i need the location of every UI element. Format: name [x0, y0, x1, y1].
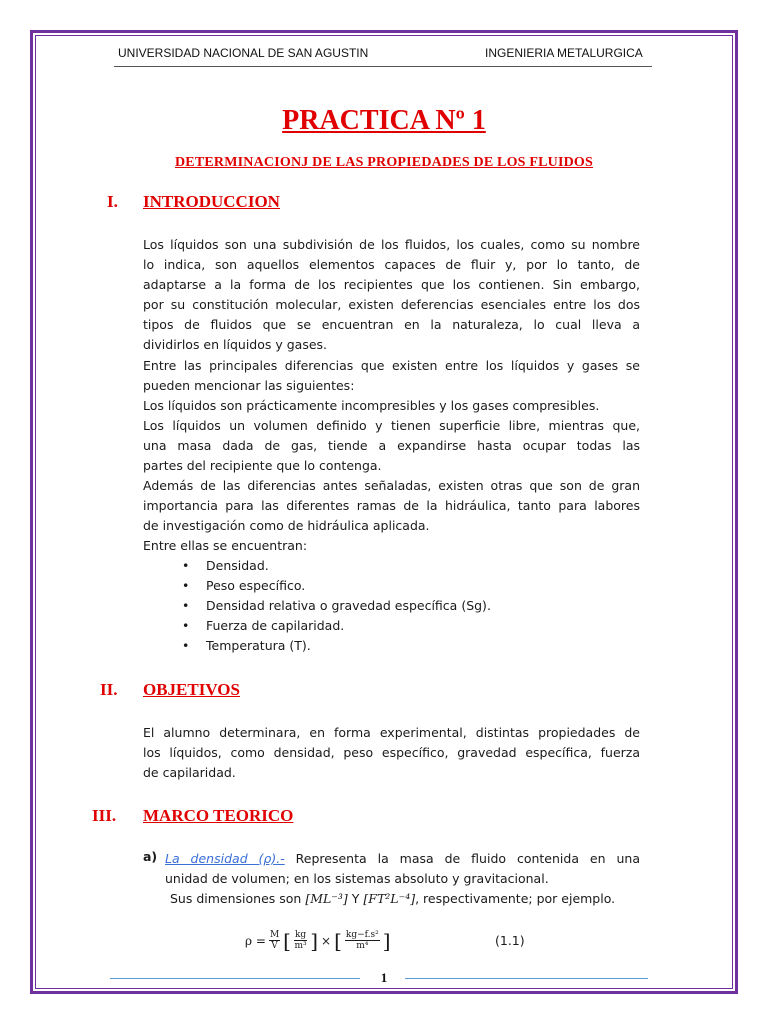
- text-line: los líquidos, como densidad, peso específico, gravedad específica, fuerza: [143, 745, 640, 761]
- header-rule: [114, 66, 652, 67]
- section-number: III.: [92, 806, 117, 825]
- text-line: dividirlos en líquidos y gases.: [143, 337, 328, 353]
- text-line: una masa dada de gas, tiende a expandirse hasta ocupar todas las: [143, 437, 640, 453]
- section-title: MARCO TEORICO: [143, 806, 294, 825]
- properties-list: [180, 556, 491, 656]
- item-label: a): [143, 849, 158, 864]
- density-formula: ρ = $\frac{M}{V}$ [ $\frac{kg}{\text{m³}}$ ] × [ $\frac{\text{kg−f.s²}}{\text{m⁴}}$ ]: [245, 928, 391, 953]
- text-line: adaptarse a la forma de los recipientes que los contienen. Sin embargo,: [143, 277, 640, 293]
- section-number: I.: [107, 192, 118, 211]
- text-line: Los líquidos son una subdivisión de los fluidos, los cuales, como su nombre: [143, 237, 640, 252]
- intro-paragraph: [143, 235, 640, 557]
- section-title: INTRODUCCION: [143, 192, 280, 211]
- density-definition: [143, 849, 640, 909]
- text-line: Además de las diferencias antes señaladas, existen otras que son de gran: [143, 478, 640, 494]
- section-title: OBJETIVOS: [143, 680, 240, 699]
- section-number: II.: [100, 680, 118, 699]
- text-line: Entre las principales diferencias que existen entre los líquidos y gases se: [143, 357, 640, 373]
- objetivos-paragraph: [143, 723, 640, 783]
- dimension-gravitational: [FT²L⁻⁴]: [363, 891, 416, 907]
- text-line: partes del recipiente que lo contenga.: [143, 458, 382, 474]
- density-link[interactable]: La densidad (ρ).-: [165, 851, 285, 866]
- text-line: La densidad (ρ).- Representa la masa de fluido contenida en una: [165, 851, 640, 866]
- page-number: 1: [380, 970, 388, 985]
- unit-gravitational: $\frac{\text{kg−f.s²}}{\text{m⁴}}$: [345, 930, 379, 951]
- dimension-absolute: [ML⁻³]: [305, 891, 348, 907]
- text-line: tipos de fluidos que se encuentran en la naturaleza, lo cual lleva a: [143, 317, 640, 333]
- text-line: El alumno determinara, en forma experimental, distintas propiedades de: [143, 725, 640, 740]
- header-department: INGENIERIA METALURGICA: [485, 46, 643, 60]
- text-line: por su constitución molecular, existen deferencias esenciales entre los dos: [143, 297, 640, 313]
- text-line: de investigación como de hidráulica aplicada.: [143, 518, 430, 534]
- header-university: UNIVERSIDAD NACIONAL DE SAN AGUSTIN: [118, 46, 369, 60]
- list-item: • Densidad relativa o gravedad específica (Sg).: [180, 596, 491, 616]
- text-line: importancia para las diferentes ramas de la hidráulica, tanto para labores: [143, 498, 640, 514]
- text-line: unidad de volumen; en los sistemas absoluto y gravitacional.: [165, 871, 549, 887]
- text-line: lo indica, son aquellos elementos capaces de fluir y, por lo tanto, de: [143, 257, 640, 273]
- bullet-icon: •: [182, 598, 190, 614]
- bullet-icon: •: [182, 578, 190, 594]
- fraction-mass-volume: $\frac{M}{V}$: [269, 930, 280, 951]
- bullet-icon: •: [182, 638, 190, 654]
- document-subtitle: DETERMINACIONJ DE LAS PROPIEDADES DE LOS FLUIDOS: [175, 155, 593, 170]
- text-line: pueden mencionar las siguientes:: [143, 377, 355, 393]
- text-line: Sus dimensiones son [ML⁻³] Y [FT²L⁻⁴], respectivamente; por ejemplo.: [170, 891, 616, 907]
- list-item: • Fuerza de capilaridad.: [180, 616, 491, 636]
- document-title: PRACTICA Nº 1: [282, 105, 486, 136]
- text-line: Los líquidos un volumen definido y tienen superficie libre, mientras que,: [143, 417, 640, 433]
- list-item: • Temperatura (T).: [180, 636, 491, 656]
- list-item: • Peso específico.: [180, 576, 491, 596]
- text-line: Los líquidos son prácticamente incompresibles y los gases compresibles.: [143, 397, 600, 413]
- equation-number: (1.1): [495, 933, 525, 948]
- text-line: Entre ellas se encuentran:: [143, 538, 308, 554]
- unit-absolute: $\frac{kg}{\text{m³}}$: [294, 930, 307, 951]
- bullet-icon: •: [182, 558, 190, 573]
- bullet-icon: •: [182, 618, 190, 634]
- text-line: de capilaridad.: [143, 765, 236, 781]
- list-item: • Densidad.: [180, 556, 491, 576]
